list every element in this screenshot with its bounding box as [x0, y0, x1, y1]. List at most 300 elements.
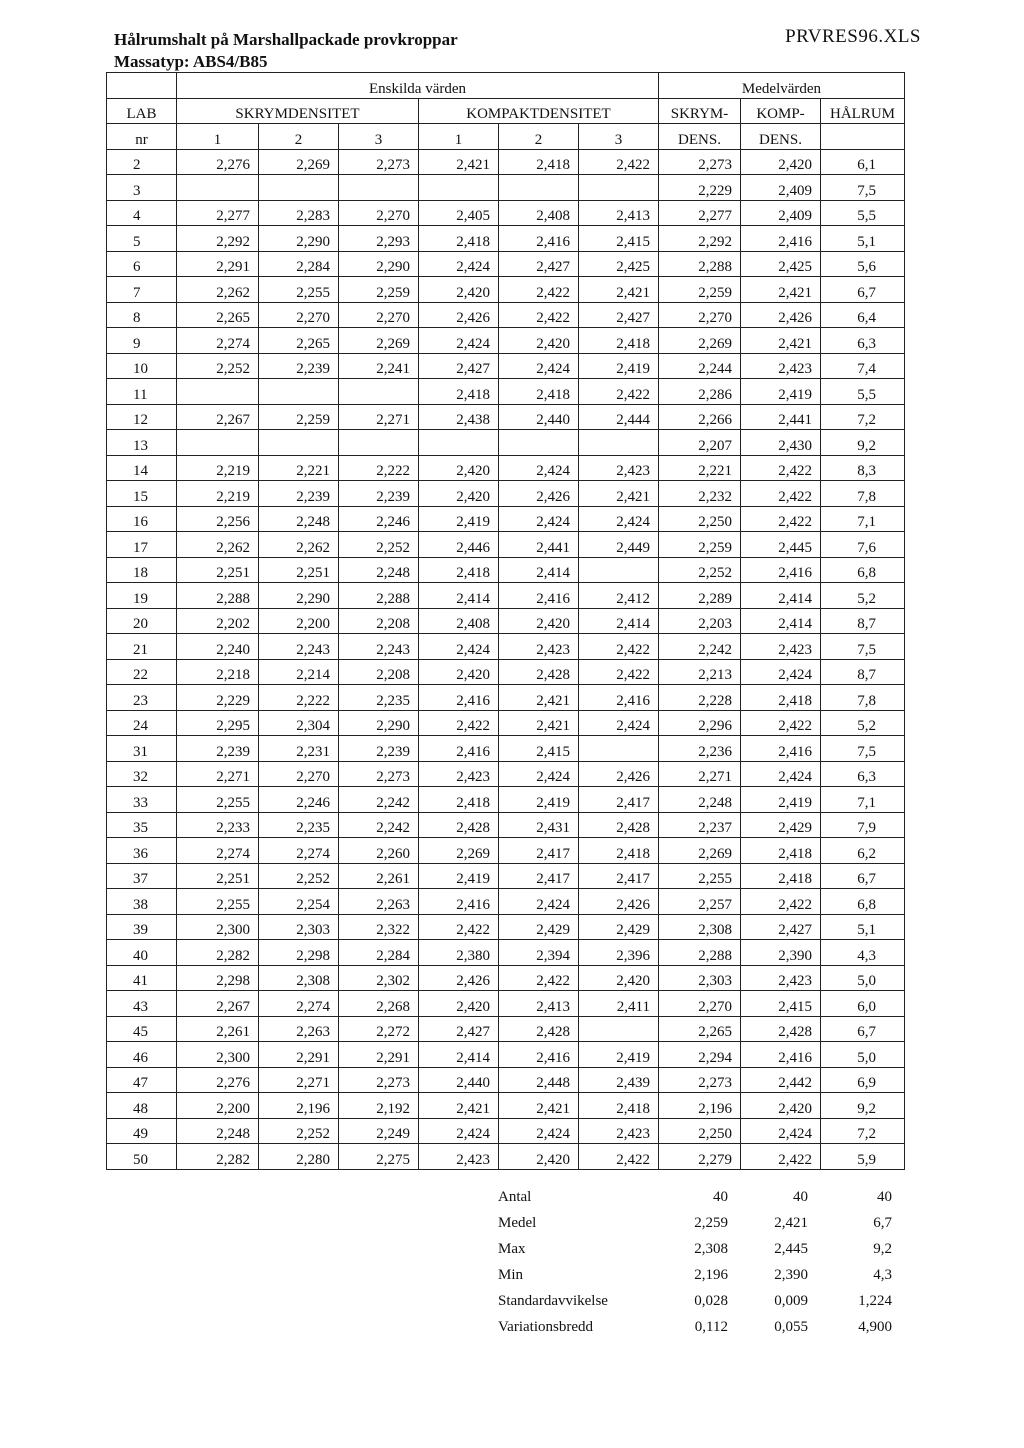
table-cell: 2,232	[659, 481, 741, 507]
table-cell: 6,3	[821, 761, 905, 787]
table-cell: 2,284	[339, 940, 419, 966]
table-cell: 2,422	[579, 634, 659, 660]
table-cell: 2,421	[499, 1093, 579, 1119]
header-row-columns	[107, 98, 905, 124]
table-row	[107, 736, 905, 762]
table-cell: 2,261	[339, 863, 419, 889]
table-cell: 2,416	[579, 685, 659, 711]
table-cell: 2,249	[339, 1118, 419, 1144]
table-cell	[499, 175, 579, 201]
table-cell: 2,416	[741, 736, 821, 762]
table-cell: 9,2	[821, 430, 905, 456]
table-cell	[579, 736, 659, 762]
file-reference: PRVRES96.XLS	[785, 26, 921, 47]
table-cell: 2,418	[579, 1093, 659, 1119]
lab-number: 43	[107, 991, 177, 1017]
table-cell: 2,262	[259, 532, 339, 558]
table-cell: 2,423	[499, 634, 579, 660]
table-cell: 2,416	[499, 583, 579, 609]
table-cell: 2,213	[659, 659, 741, 685]
table-cell: 2,239	[259, 353, 339, 379]
table-cell: 7,5	[821, 634, 905, 660]
table-cell: 2,196	[259, 1093, 339, 1119]
table-row	[107, 200, 905, 226]
table-cell: 2,308	[259, 965, 339, 991]
table-cell: 2,424	[419, 328, 499, 354]
table-cell: 2,408	[499, 200, 579, 226]
table-cell: 2,422	[499, 277, 579, 303]
table-row	[107, 889, 905, 915]
table-cell: 2,428	[419, 812, 499, 838]
massatyp-label: Massatyp: ABS4/B85	[114, 52, 268, 71]
document-title: Hålrumshalt på Marshallpackade provkroppar	[114, 30, 458, 49]
lab-number: 8	[107, 302, 177, 328]
table-cell: 2,248	[177, 1118, 259, 1144]
table-cell: 2,420	[419, 991, 499, 1017]
table-row	[107, 761, 905, 787]
header-mean-values: Medelvärden	[659, 73, 905, 99]
stat-halrum: 1,224	[858, 1293, 892, 1309]
table-cell	[259, 430, 339, 456]
header-sub: 3	[339, 124, 419, 150]
header-sub: 1	[419, 124, 499, 150]
table-cell: 2,269	[339, 328, 419, 354]
table-cell: 2,441	[741, 404, 821, 430]
table-cell: 2,208	[339, 659, 419, 685]
table-cell	[177, 175, 259, 201]
stat-label: Variationsbredd	[498, 1318, 593, 1335]
stat-komp: 0,009	[774, 1293, 808, 1309]
table-cell: 2,396	[579, 940, 659, 966]
lab-number: 6	[107, 251, 177, 277]
table-cell: 2,236	[659, 736, 741, 762]
stat-halrum: 9,2	[873, 1241, 892, 1258]
table-cell: 2,222	[339, 455, 419, 481]
table-cell: 2,420	[499, 328, 579, 354]
table-cell: 6,9	[821, 1067, 905, 1093]
table-cell	[259, 175, 339, 201]
table-row	[107, 1093, 905, 1119]
table-cell: 2,294	[659, 1042, 741, 1068]
table-cell: 2,295	[177, 710, 259, 736]
table-cell: 6,4	[821, 302, 905, 328]
table-cell: 2,409	[741, 200, 821, 226]
table-cell: 2,424	[419, 251, 499, 277]
table-cell: 2,421	[579, 481, 659, 507]
table-cell	[339, 175, 419, 201]
table-cell: 2,420	[419, 481, 499, 507]
table-cell: 2,422	[499, 302, 579, 328]
table-cell: 2,248	[259, 506, 339, 532]
table-cell: 2,418	[741, 863, 821, 889]
table-cell: 8,7	[821, 608, 905, 634]
table-cell: 2,420	[741, 1093, 821, 1119]
table-cell: 2,427	[741, 914, 821, 940]
stat-skrym: 0,028	[694, 1293, 728, 1309]
table-cell	[419, 430, 499, 456]
lab-number: 13	[107, 430, 177, 456]
table-cell: 2,208	[339, 608, 419, 634]
table-cell: 2,420	[419, 455, 499, 481]
lab-number: 35	[107, 812, 177, 838]
table-cell: 2,429	[499, 914, 579, 940]
table-cell: 2,272	[339, 1016, 419, 1042]
table-cell: 2,267	[177, 404, 259, 430]
table-cell: 2,235	[339, 685, 419, 711]
table-row	[107, 328, 905, 354]
table-cell	[579, 175, 659, 201]
table-cell: 2,411	[579, 991, 659, 1017]
lab-number: 9	[107, 328, 177, 354]
table-cell: 2,192	[339, 1093, 419, 1119]
table-cell: 4,3	[821, 940, 905, 966]
table-cell: 2,414	[419, 583, 499, 609]
table-cell: 2,240	[177, 634, 259, 660]
table-cell: 2,427	[419, 353, 499, 379]
lab-number: 3	[107, 175, 177, 201]
table-cell: 2,421	[741, 328, 821, 354]
stat-halrum: 4,900	[858, 1318, 892, 1335]
table-cell: 2,416	[499, 1042, 579, 1068]
table-cell: 2,291	[177, 251, 259, 277]
table-cell: 2,263	[259, 1016, 339, 1042]
summary-statistics	[490, 1185, 900, 1340]
table-cell: 5,2	[821, 583, 905, 609]
table-cell: 2,424	[741, 761, 821, 787]
lab-number: 41	[107, 965, 177, 991]
table-cell: 2,322	[339, 914, 419, 940]
table-cell: 2,424	[741, 659, 821, 685]
table-cell: 2,415	[499, 736, 579, 762]
table-cell	[339, 379, 419, 405]
stat-label: Antal	[498, 1189, 532, 1206]
table-cell: 2,418	[499, 379, 579, 405]
table-cell: 2,251	[177, 557, 259, 583]
table-cell: 2,414	[741, 583, 821, 609]
table-row	[107, 787, 905, 813]
table-row	[107, 965, 905, 991]
table-cell: 2,239	[339, 736, 419, 762]
table-cell: 2,255	[259, 277, 339, 303]
lab-number: 2	[107, 149, 177, 175]
table-cell: 2,405	[419, 200, 499, 226]
table-cell: 2,421	[741, 277, 821, 303]
table-cell: 2,243	[259, 634, 339, 660]
table-row	[107, 608, 905, 634]
table-cell: 2,257	[659, 889, 741, 915]
table-row	[107, 991, 905, 1017]
header-row-groups	[107, 73, 905, 99]
table-cell: 2,273	[339, 761, 419, 787]
table-cell: 2,442	[741, 1067, 821, 1093]
lab-number: 7	[107, 277, 177, 303]
lab-number: 32	[107, 761, 177, 787]
table-cell: 7,8	[821, 481, 905, 507]
table-cell: 2,302	[339, 965, 419, 991]
table-cell: 2,424	[579, 710, 659, 736]
lab-number: 14	[107, 455, 177, 481]
table-cell: 2,416	[741, 226, 821, 252]
table-cell: 2,419	[579, 1042, 659, 1068]
table-cell: 2,426	[579, 889, 659, 915]
lab-number: 5	[107, 226, 177, 252]
table-cell	[339, 430, 419, 456]
stats-row	[490, 1263, 900, 1289]
table-cell: 2,273	[659, 1067, 741, 1093]
table-cell: 2,277	[659, 200, 741, 226]
table-cell: 2,282	[177, 940, 259, 966]
table-cell: 2,291	[259, 1042, 339, 1068]
table-cell: 2,229	[177, 685, 259, 711]
table-row	[107, 940, 905, 966]
table-cell: 2,421	[499, 685, 579, 711]
table-row	[107, 455, 905, 481]
table-cell: 2,250	[659, 506, 741, 532]
table-cell: 2,296	[659, 710, 741, 736]
header-komp-dens: KOMP-	[741, 98, 821, 124]
table-cell: 6,1	[821, 149, 905, 175]
table-cell: 2,269	[259, 149, 339, 175]
table-cell: 2,251	[259, 557, 339, 583]
table-cell: 2,419	[741, 379, 821, 405]
table-cell: 2,222	[259, 685, 339, 711]
table-cell: 2,270	[339, 302, 419, 328]
table-cell: 2,303	[259, 914, 339, 940]
table-cell: 2,244	[659, 353, 741, 379]
table-cell: 2,420	[741, 149, 821, 175]
lab-number: 48	[107, 1093, 177, 1119]
table-cell: 2,259	[659, 277, 741, 303]
table-cell: 2,428	[741, 1016, 821, 1042]
table-cell: 2,423	[579, 455, 659, 481]
lab-number: 50	[107, 1144, 177, 1170]
header-individual-values: Enskilda värden	[177, 73, 659, 99]
table-cell	[419, 175, 499, 201]
table-cell: 7,6	[821, 532, 905, 558]
table-row	[107, 685, 905, 711]
table-cell: 2,422	[741, 1144, 821, 1170]
table-cell: 2,425	[741, 251, 821, 277]
table-cell: 2,428	[499, 659, 579, 685]
table-cell: 2,422	[741, 506, 821, 532]
table-cell: 2,282	[177, 1144, 259, 1170]
table-cell: 2,273	[339, 1067, 419, 1093]
table-cell: 2,270	[659, 991, 741, 1017]
stat-skrym: 40	[713, 1189, 728, 1206]
header-nr: nr	[107, 124, 177, 150]
table-cell: 2,417	[579, 787, 659, 813]
table-cell: 2,418	[419, 226, 499, 252]
table-cell: 2,422	[419, 914, 499, 940]
lab-number: 36	[107, 838, 177, 864]
table-cell	[579, 1016, 659, 1042]
table-cell: 5,0	[821, 1042, 905, 1068]
table-cell: 2,303	[659, 965, 741, 991]
table-cell: 9,2	[821, 1093, 905, 1119]
table-cell: 2,214	[259, 659, 339, 685]
table-cell: 2,259	[339, 277, 419, 303]
stat-label: Medel	[498, 1215, 537, 1232]
table-cell: 2,418	[579, 838, 659, 864]
header-skrym-dens-2: DENS.	[659, 124, 741, 150]
table-cell: 2,417	[499, 838, 579, 864]
table-cell: 2,445	[741, 532, 821, 558]
table-cell: 2,424	[499, 455, 579, 481]
table-row	[107, 1144, 905, 1170]
table-cell: 2,269	[419, 838, 499, 864]
lab-number: 22	[107, 659, 177, 685]
table-cell: 5,1	[821, 914, 905, 940]
table-cell	[177, 430, 259, 456]
table-cell	[579, 430, 659, 456]
table-cell: 2,290	[339, 251, 419, 277]
table-cell: 2,390	[741, 940, 821, 966]
table-cell: 2,243	[339, 634, 419, 660]
table-cell: 2,269	[659, 838, 741, 864]
table-cell: 2,444	[579, 404, 659, 430]
table-cell: 5,9	[821, 1144, 905, 1170]
header-sub: 1	[177, 124, 259, 150]
table-cell: 6,8	[821, 557, 905, 583]
table-cell: 2,422	[579, 1144, 659, 1170]
table-cell: 2,246	[339, 506, 419, 532]
table-cell: 2,265	[659, 1016, 741, 1042]
table-cell: 2,266	[659, 404, 741, 430]
table-cell: 2,421	[419, 149, 499, 175]
lab-number: 24	[107, 710, 177, 736]
table-cell: 2,416	[419, 736, 499, 762]
table-cell: 2,428	[499, 1016, 579, 1042]
header-blank	[821, 124, 905, 150]
table-cell: 2,274	[259, 838, 339, 864]
table-cell: 2,269	[659, 328, 741, 354]
stat-label: Min	[498, 1267, 524, 1284]
lab-number: 19	[107, 583, 177, 609]
table-cell: 2,274	[177, 328, 259, 354]
table-cell: 5,5	[821, 200, 905, 226]
table-cell: 2,261	[177, 1016, 259, 1042]
header-sub: 3	[579, 124, 659, 150]
table-cell: 2,271	[177, 761, 259, 787]
table-cell: 2,423	[741, 353, 821, 379]
table-cell: 2,219	[177, 481, 259, 507]
table-cell: 2,427	[579, 302, 659, 328]
table-cell: 2,418	[419, 787, 499, 813]
lab-number: 12	[107, 404, 177, 430]
table-cell: 2,427	[419, 1016, 499, 1042]
table-cell: 2,298	[259, 940, 339, 966]
table-cell: 2,441	[499, 532, 579, 558]
table-cell: 2,265	[177, 302, 259, 328]
table-cell: 2,252	[659, 557, 741, 583]
table-cell: 2,416	[419, 889, 499, 915]
table-cell: 5,6	[821, 251, 905, 277]
lab-number: 23	[107, 685, 177, 711]
stat-skrym: 2,308	[694, 1241, 728, 1258]
table-cell: 2,279	[659, 1144, 741, 1170]
table-cell: 2,289	[659, 583, 741, 609]
table-cell: 2,239	[259, 481, 339, 507]
table-cell: 2,254	[259, 889, 339, 915]
table-row	[107, 838, 905, 864]
table-cell: 2,250	[659, 1118, 741, 1144]
table-cell: 2,196	[659, 1093, 741, 1119]
table-cell: 2,218	[177, 659, 259, 685]
table-cell: 2,271	[659, 761, 741, 787]
table-cell: 2,200	[259, 608, 339, 634]
lab-number: 10	[107, 353, 177, 379]
table-row	[107, 404, 905, 430]
table-cell: 7,1	[821, 787, 905, 813]
table-cell: 5,0	[821, 965, 905, 991]
table-row	[107, 353, 905, 379]
table-row	[107, 481, 905, 507]
header-komp-dens-2: DENS.	[741, 124, 821, 150]
lab-number: 17	[107, 532, 177, 558]
table-cell: 2,440	[419, 1067, 499, 1093]
lab-number: 31	[107, 736, 177, 762]
table-cell: 2,426	[741, 302, 821, 328]
table-cell: 2,429	[741, 812, 821, 838]
table-cell: 2,273	[339, 149, 419, 175]
table-cell: 2,422	[579, 379, 659, 405]
table-cell: 2,413	[579, 200, 659, 226]
table-cell: 2,256	[177, 506, 259, 532]
results-table	[106, 72, 905, 1170]
table-cell: 2,446	[419, 532, 499, 558]
table-cell: 2,421	[499, 710, 579, 736]
table-cell: 2,270	[259, 302, 339, 328]
table-cell: 2,265	[259, 328, 339, 354]
table-cell: 2,424	[499, 1118, 579, 1144]
table-cell: 2,416	[741, 1042, 821, 1068]
table-cell: 2,274	[177, 838, 259, 864]
table-cell: 2,200	[177, 1093, 259, 1119]
table-cell: 2,252	[259, 1118, 339, 1144]
table-cell: 2,421	[419, 1093, 499, 1119]
table-cell: 6,3	[821, 328, 905, 354]
table-cell: 2,274	[259, 991, 339, 1017]
table-cell: 2,229	[659, 175, 741, 201]
table-cell: 2,448	[499, 1067, 579, 1093]
table-cell: 2,262	[177, 532, 259, 558]
table-cell: 6,7	[821, 277, 905, 303]
table-cell: 2,426	[419, 302, 499, 328]
table-row	[107, 863, 905, 889]
table-row	[107, 812, 905, 838]
table-cell: 2,417	[499, 863, 579, 889]
table-cell	[579, 557, 659, 583]
table-cell: 2,291	[339, 1042, 419, 1068]
table-cell: 2,438	[419, 404, 499, 430]
stat-komp: 2,390	[774, 1267, 808, 1284]
table-cell: 2,394	[499, 940, 579, 966]
table-row	[107, 583, 905, 609]
table-cell: 2,277	[177, 200, 259, 226]
header-kompaktdensitet: KOMPAKTDENSITET	[419, 98, 659, 124]
stat-komp: 2,421	[774, 1215, 808, 1232]
table-cell: 2,298	[177, 965, 259, 991]
table-cell: 2,300	[177, 1042, 259, 1068]
table-cell: 2,421	[579, 277, 659, 303]
table-cell: 2,292	[659, 226, 741, 252]
table-cell: 2,423	[419, 1144, 499, 1170]
header-row-sub	[107, 124, 905, 150]
table-cell: 2,252	[259, 863, 339, 889]
table-cell: 2,288	[339, 583, 419, 609]
table-cell: 2,449	[579, 532, 659, 558]
table-row	[107, 251, 905, 277]
